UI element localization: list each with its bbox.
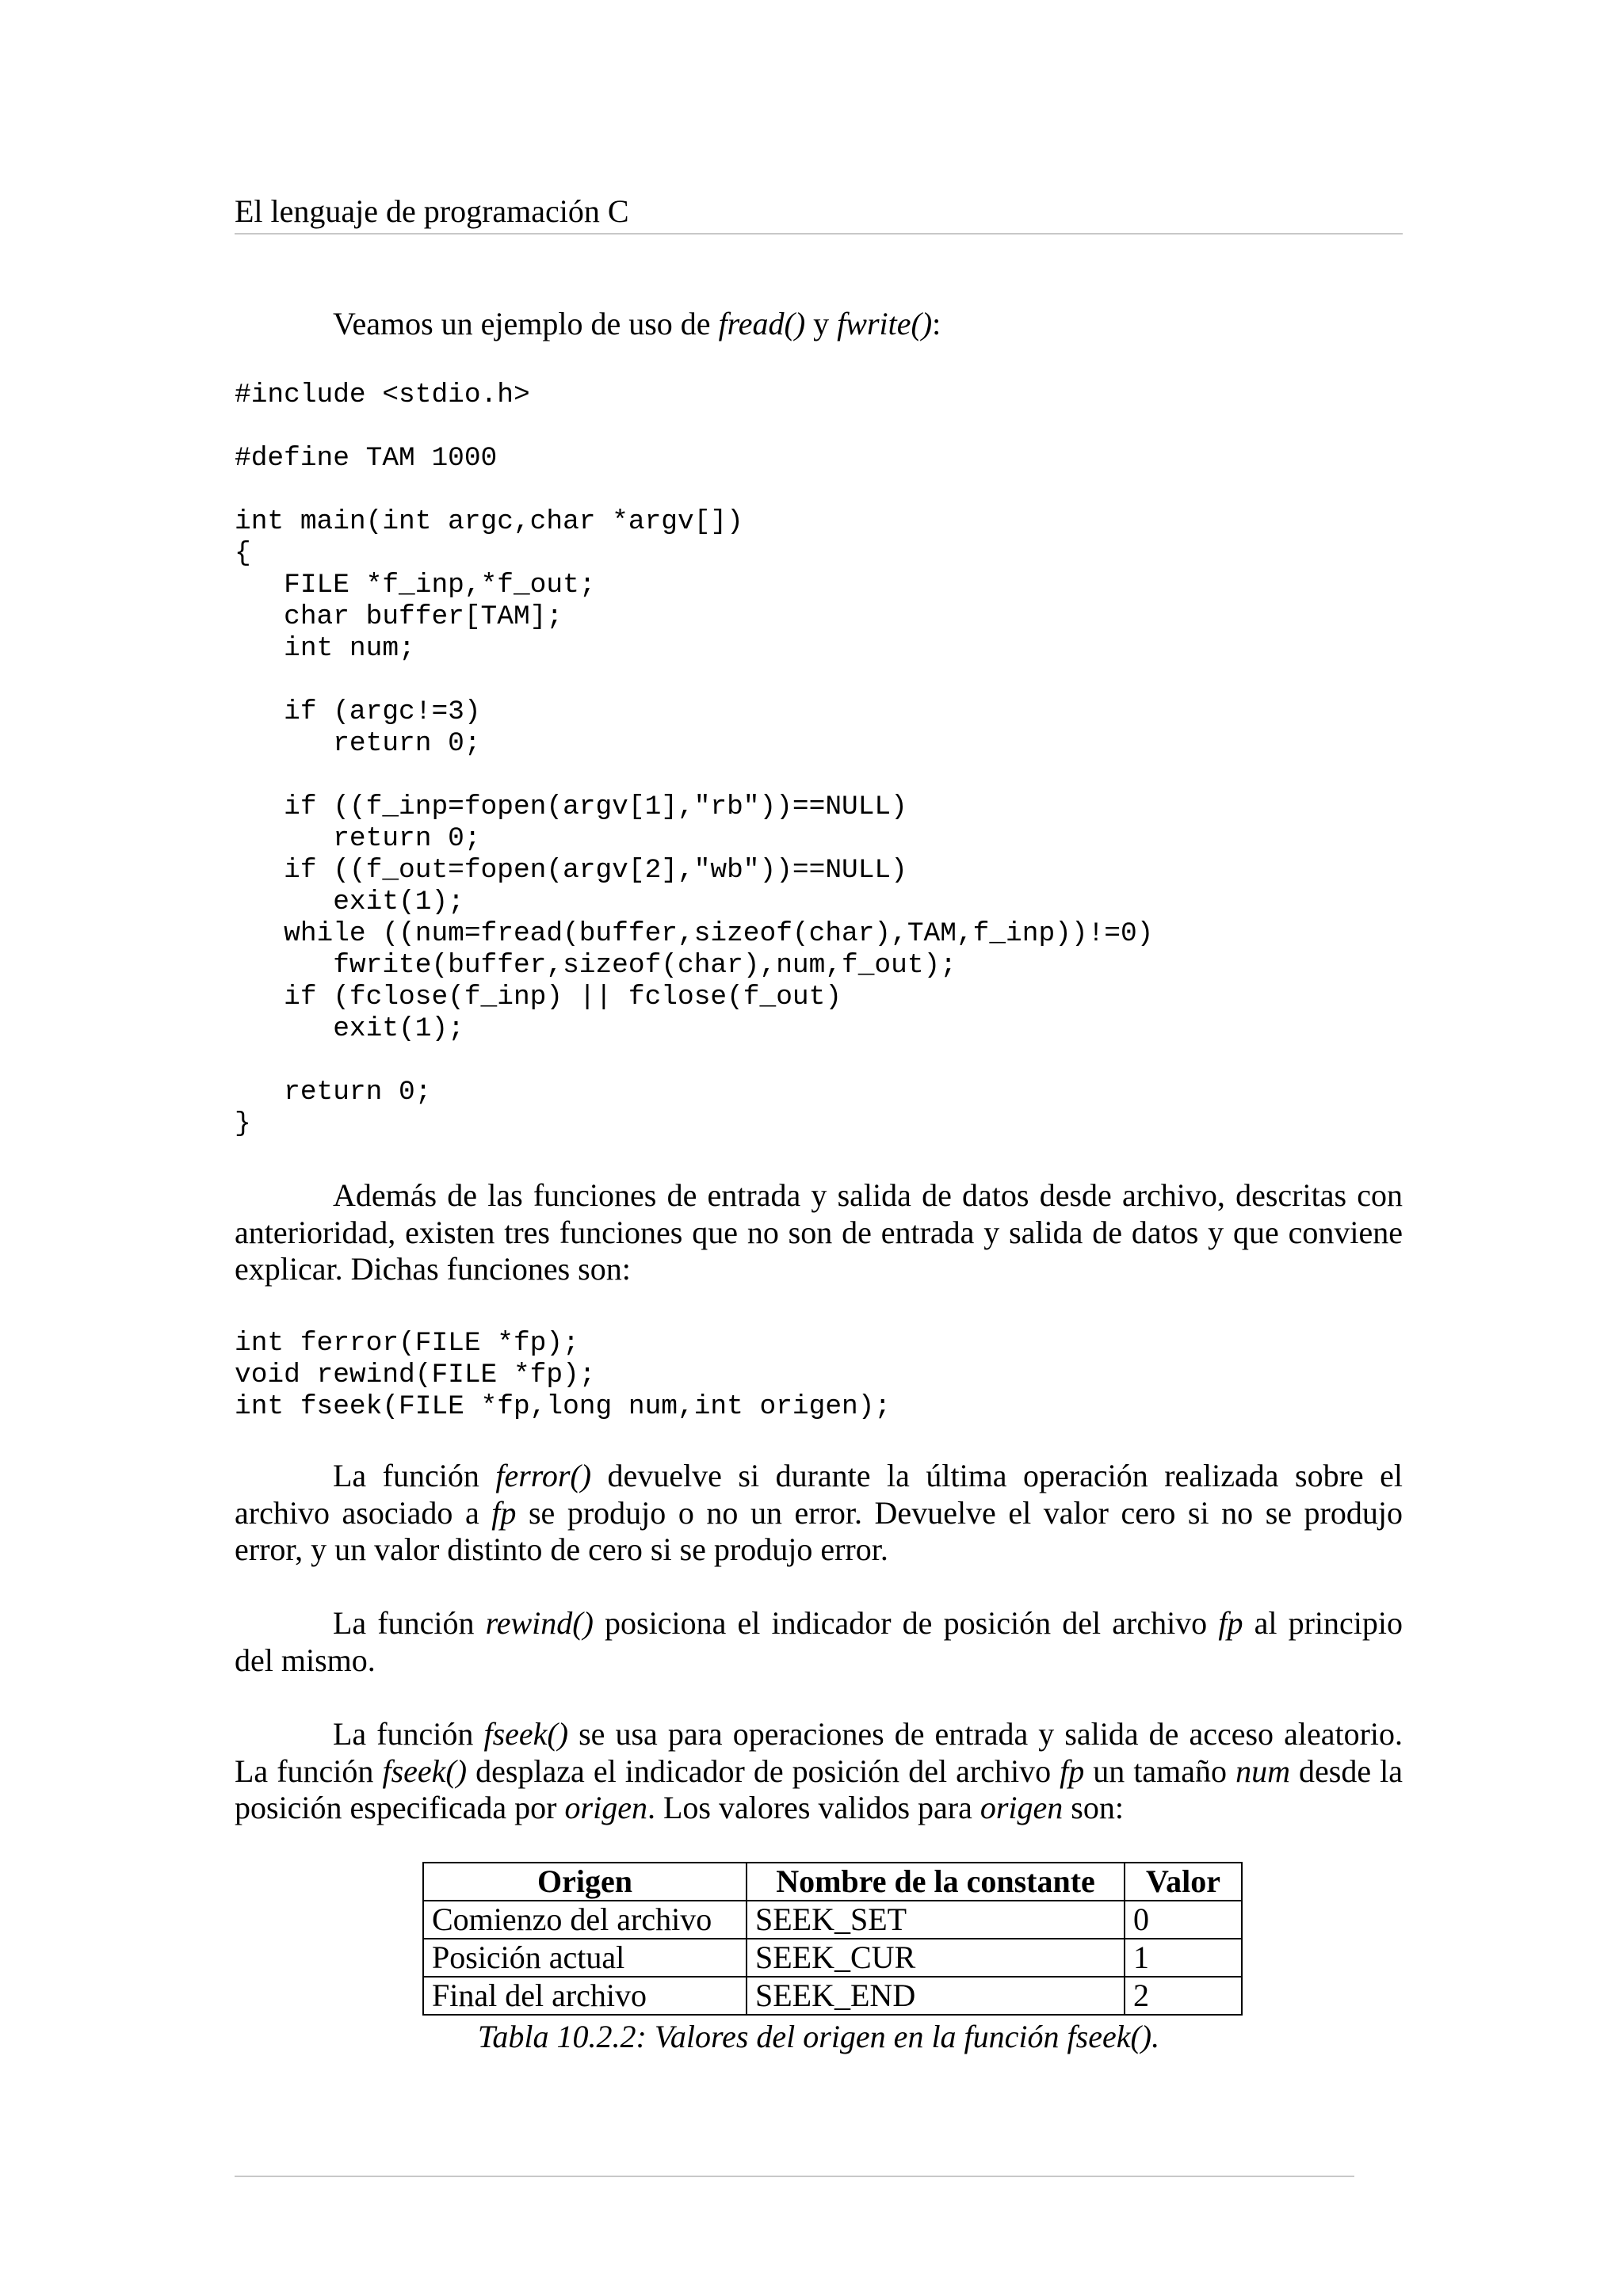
intro-text: Veamos un ejemplo de uso de (333, 306, 719, 341)
text-span: son: (1063, 1790, 1124, 1825)
variable-origen: origen (564, 1790, 647, 1825)
text-span: La función (333, 1458, 496, 1493)
code-line: int fseek(FILE *fp,long num,int origen); (235, 1391, 892, 1422)
function-name-ferror: ferror() (495, 1458, 592, 1493)
code-line: int main(int argc,char *argv[]) (235, 506, 743, 537)
text-span: La función (333, 1716, 484, 1752)
variable-num: num (1235, 1753, 1290, 1789)
function-name-fseek: fseek() (483, 1716, 569, 1752)
text-span: al principio del mismo. (235, 1605, 1403, 1678)
text-span: desde la posición especificada por (235, 1753, 1403, 1825)
text-span: posiciona el indicador de posición del archivo (593, 1605, 1219, 1641)
function-name-fwrite: fwrite() (837, 306, 933, 341)
column-header-nombre: Nombre de la constante (747, 1863, 1125, 1901)
text-span: se usa para operaciones de entrada y salida de acceso aleatorio. La función (235, 1716, 1403, 1789)
function-name-fread: fread() (718, 306, 806, 341)
paragraph-ademas: Además de las funciones de entrada y salida de datos desde archivo, descritas con anterioridad, existen tres funciones que no son de entrada y salida de datos y que conviene explicar. Dichas funciones son: (235, 1177, 1403, 1287)
table-row (423, 1901, 1242, 1939)
table-cell: SEEK_CUR (747, 1939, 1125, 1977)
table-cell: Comienzo del archivo (423, 1901, 747, 1939)
code-line: return 0; (235, 728, 481, 759)
code-example-block (235, 379, 1153, 1140)
column-header-origen: Origen (423, 1863, 747, 1901)
text-span: . Los valores validos para (647, 1790, 980, 1825)
code-line: exit(1); (235, 887, 464, 917)
code-line: exit(1); (235, 1013, 464, 1044)
footer-divider (235, 2176, 1354, 2177)
text-span: devuelve si durante la última operación realizada sobre el archivo asociado a (235, 1458, 1403, 1531)
table-cell: Final del archivo (423, 1977, 747, 2015)
table-row (423, 1939, 1242, 1977)
column-header-valor: Valor (1125, 1863, 1242, 1901)
code-line: { (235, 538, 251, 569)
code-line: FILE *f_inp,*f_out; (235, 570, 596, 601)
code-line: if ((f_out=fopen(argv[2],"wb"))==NULL) (235, 855, 907, 886)
intro-text-end: : (932, 306, 941, 341)
variable-fp: fp (1060, 1753, 1085, 1789)
text-span: se produjo o no un error. Devuelve el valor cero si no se produjo error, y un valor distinto de cero si se produjo error. (235, 1494, 1403, 1567)
code-line: #define TAM 1000 (235, 443, 498, 474)
code-line: fwrite(buffer,sizeof(char),num,f_out); (235, 950, 957, 981)
table-cell: 1 (1125, 1939, 1242, 1977)
paragraph-ferror (235, 1458, 1403, 1569)
paragraph-rewind (235, 1605, 1403, 1679)
code-line: #include <stdio.h> (235, 379, 530, 410)
variable-fp: fp (491, 1494, 517, 1531)
code-line: return 0; (235, 823, 481, 854)
table-cell: SEEK_SET (747, 1901, 1125, 1939)
text-span: La función (333, 1605, 486, 1641)
code-line: if (fclose(f_inp) || fclose(f_out) (235, 982, 842, 1013)
code-line: } (235, 1108, 251, 1139)
code-line: void rewind(FILE *fp); (235, 1360, 596, 1390)
table-cell: 2 (1125, 1977, 1242, 2015)
origin-values-table (422, 1862, 1243, 2016)
table-caption: Tabla 10.2.2: Valores del origen en la función fseek(). (477, 2019, 1160, 2054)
running-header: El lenguaje de programación C (235, 190, 1403, 235)
text-span: desplaza el indicador de posición del archivo (467, 1753, 1060, 1789)
table-row (423, 1977, 1242, 2015)
table-cell: Posición actual (423, 1939, 747, 1977)
code-prototypes-block (235, 1328, 891, 1423)
intro-text-mid: y (805, 306, 838, 341)
paragraph-fseek (235, 1716, 1403, 1827)
code-line: return 0; (235, 1077, 432, 1108)
code-line: if (argc!=3) (235, 696, 481, 727)
table-cell: SEEK_END (747, 1977, 1125, 2015)
text-span: un tamaño (1084, 1753, 1236, 1789)
variable-origen: origen (980, 1790, 1064, 1825)
table-header-row (423, 1863, 1242, 1901)
code-line: if ((f_inp=fopen(argv[1],"rb"))==NULL) (235, 791, 907, 822)
table-cell: 0 (1125, 1901, 1242, 1939)
code-line: char buffer[TAM]; (235, 601, 563, 632)
code-line: int num; (235, 633, 415, 664)
code-line: int ferror(FILE *fp); (235, 1328, 579, 1359)
intro-paragraph (235, 306, 1403, 343)
variable-fp: fp (1218, 1605, 1243, 1641)
origin-values-table-wrapper (422, 1862, 1243, 2016)
function-name-fseek: fseek() (382, 1753, 468, 1789)
code-line: while ((num=fread(buffer,sizeof(char),TAM,f_inp))!=0) (235, 918, 1154, 949)
function-name-rewind: rewind() (485, 1605, 594, 1641)
